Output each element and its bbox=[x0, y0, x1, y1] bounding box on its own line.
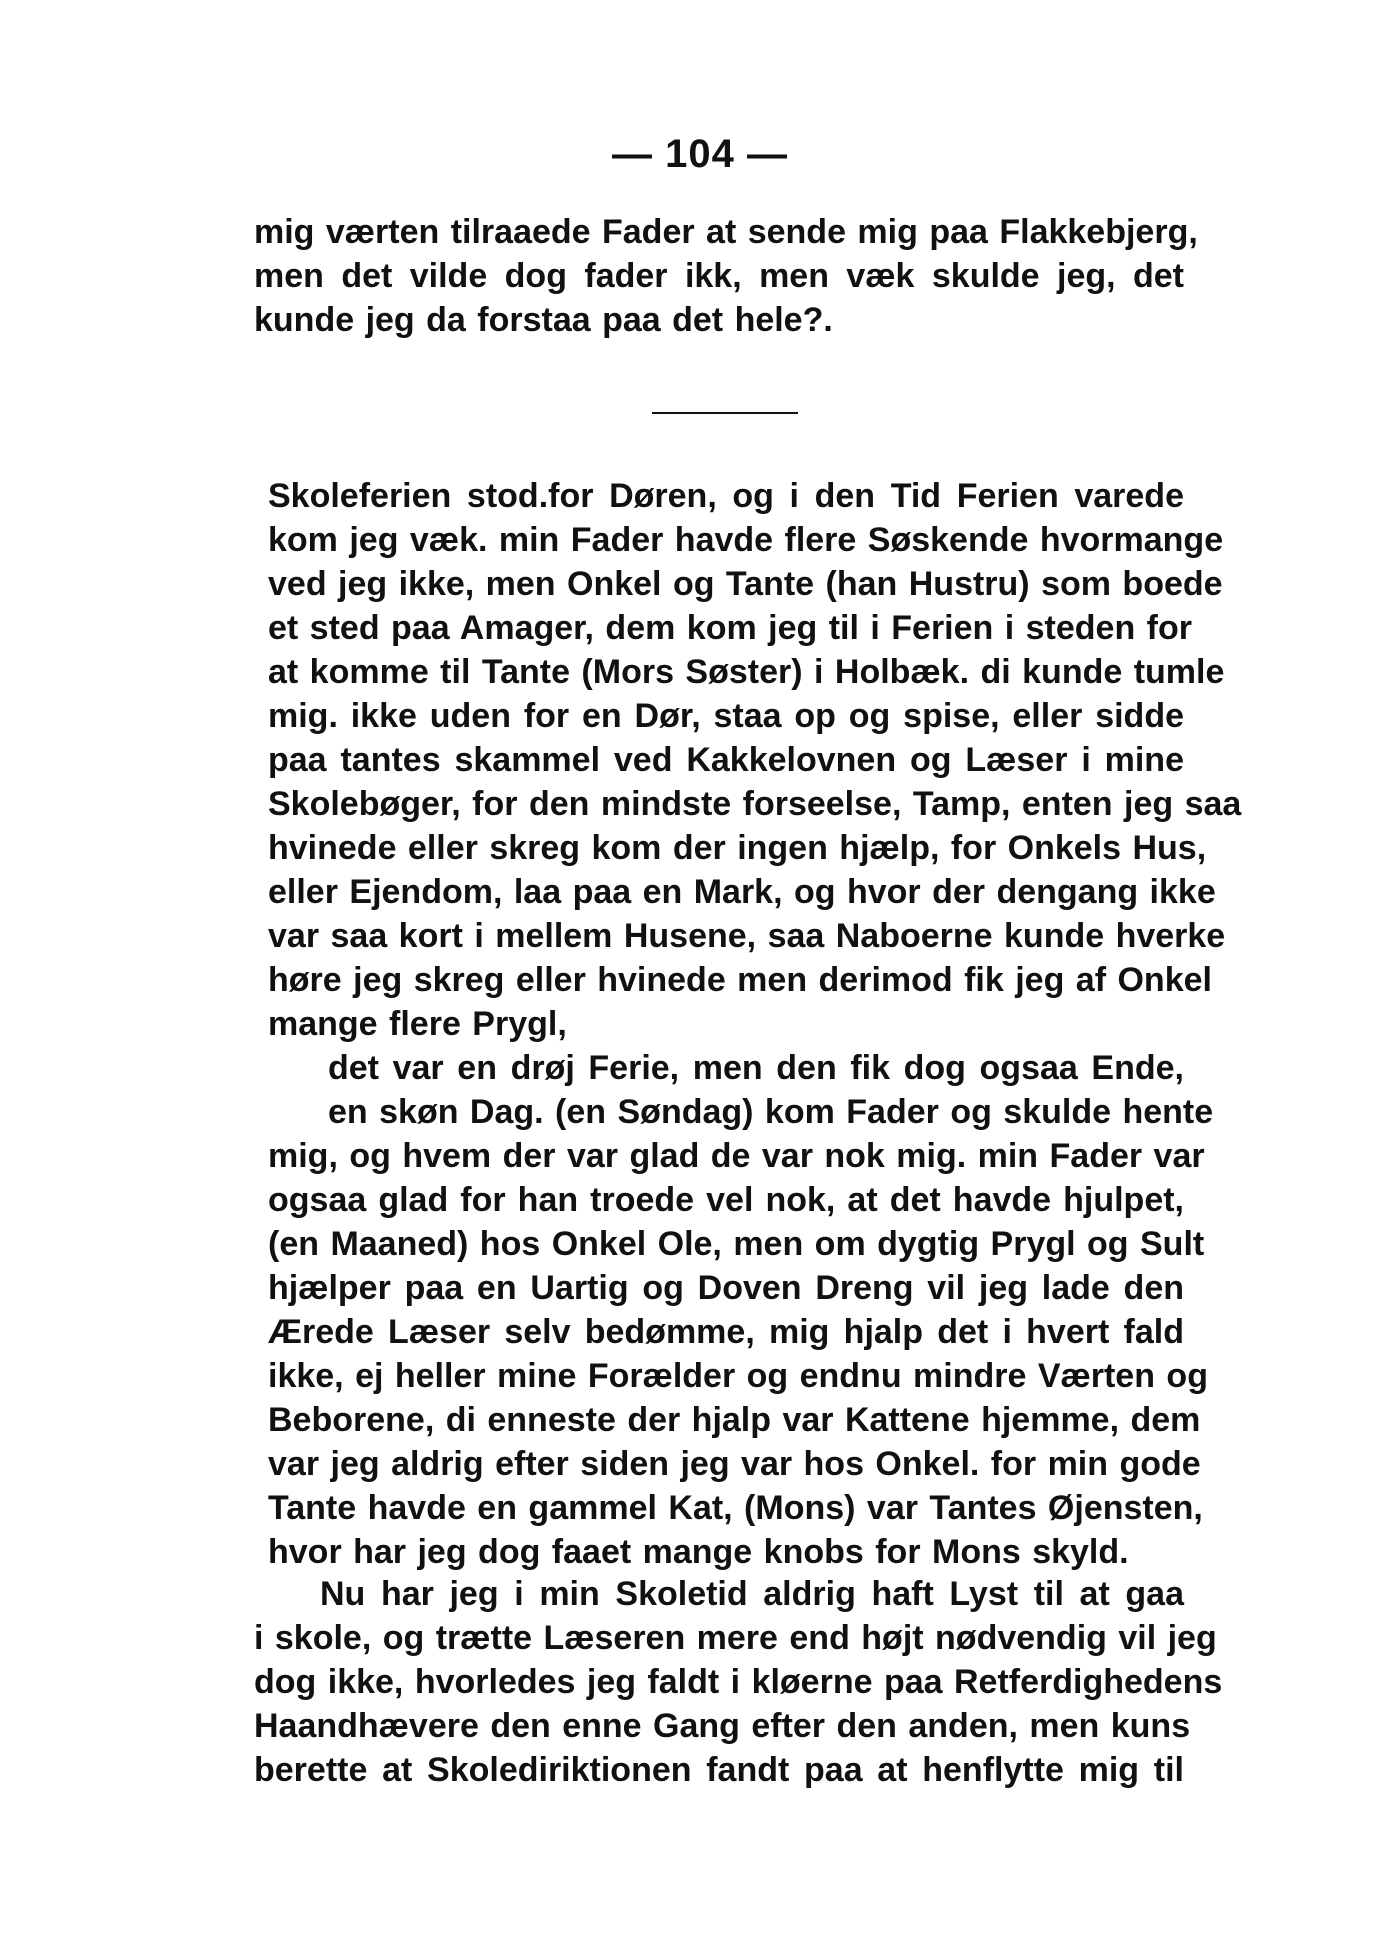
text-line: mig. ikke uden for en Dør, staa op og spise, eller sidde bbox=[268, 697, 1184, 735]
text-line: ikke, ej heller mine Forælder og endnu mindre Værten og bbox=[268, 1357, 1208, 1395]
text-line: var saa kort i mellem Husene, saa Naboerne kunde hverke bbox=[268, 917, 1226, 955]
text-line: kunde jeg da forstaa paa det hele?. bbox=[254, 301, 833, 339]
text-line: (en Maaned) hos Onkel Ole, men om dygtig Prygl og Sult bbox=[268, 1225, 1205, 1263]
text-line: et sted paa Amager, dem kom jeg til i Ferien i steden for bbox=[268, 609, 1192, 647]
text-line: var jeg aldrig efter siden jeg var hos Onkel. for min gode bbox=[268, 1445, 1201, 1483]
text-line: paa tantes skammel ved Kakkelovnen og Læser i mine bbox=[268, 741, 1184, 779]
text-line: hjælper paa en Uartig og Doven Dreng vil jeg lade den bbox=[268, 1269, 1184, 1307]
section-divider bbox=[652, 412, 798, 414]
text-line: ved jeg ikke, men Onkel og Tante (han Hustru) som boede bbox=[268, 565, 1223, 603]
text-line: dog ikke, hvorledes jeg faldt i kløerne paa Retferdighedens bbox=[254, 1663, 1223, 1701]
text-line: ogsaa glad for han troede vel nok, at det havde hjulpet, bbox=[268, 1181, 1184, 1219]
text-line: mig værten tilraaede Fader at sende mig paa Flakkebjerg, bbox=[254, 213, 1198, 251]
text-line: i skole, og trætte Læseren mere end højt nødvendig vil jeg bbox=[254, 1619, 1217, 1657]
text-line: høre jeg skreg eller hvinede men derimod fik jeg af Onkel bbox=[268, 961, 1212, 999]
text-line: eller Ejendom, laa paa en Mark, og hvor der dengang ikke bbox=[268, 873, 1216, 911]
text-line: det var en drøj Ferie, men den fik dog ogsaa Ende, bbox=[328, 1049, 1184, 1087]
text-line: en skøn Dag. (en Søndag) kom Fader og skulde hente bbox=[328, 1093, 1214, 1131]
text-line: Tante havde en gammel Kat, (Mons) var Tantes Øjensten, bbox=[268, 1489, 1203, 1527]
text-line: at komme til Tante (Mors Søster) i Holbæk. di kunde tumle bbox=[268, 653, 1225, 691]
text-line: berette at Skolediriktionen fandt paa at henflytte mig til bbox=[254, 1751, 1184, 1789]
text-line: Nu har jeg i min Skoletid aldrig haft Lyst til at gaa bbox=[320, 1575, 1184, 1613]
text-line: Beborene, di enneste der hjalp var Kattene hjemme, dem bbox=[268, 1401, 1201, 1439]
text-line: hvor har jeg dog faaet mange knobs for Mons skyld. bbox=[268, 1533, 1129, 1571]
text-line: Haandhævere den enne Gang efter den anden, men kuns bbox=[254, 1707, 1191, 1745]
text-line: Skoleferien stod.for Døren, og i den Tid Ferien varede bbox=[268, 477, 1184, 515]
text-line: Skolebøger, for den mindste forseelse, Tamp, enten jeg saa bbox=[268, 785, 1242, 823]
page-number: — 104 — bbox=[612, 132, 788, 176]
text-line: men det vilde dog fader ikk, men væk skulde jeg, det bbox=[254, 257, 1184, 295]
top-paragraph bbox=[254, 210, 1198, 342]
text-line: mange flere Prygl, bbox=[268, 1005, 567, 1043]
text-line: kom jeg væk. min Fader havde flere Søskende hvormange bbox=[268, 521, 1224, 559]
text-line: hvinede eller skreg kom der ingen hjælp, for Onkels Hus, bbox=[268, 829, 1207, 867]
main-paragraph bbox=[268, 474, 1242, 1574]
text-line: mig, og hvem der var glad de var nok mig. min Fader var bbox=[268, 1137, 1205, 1175]
text-line: Ærede Læser selv bedømme, mig hjalp det i hvert fald bbox=[268, 1313, 1184, 1351]
bottom-paragraph bbox=[254, 1572, 1223, 1792]
